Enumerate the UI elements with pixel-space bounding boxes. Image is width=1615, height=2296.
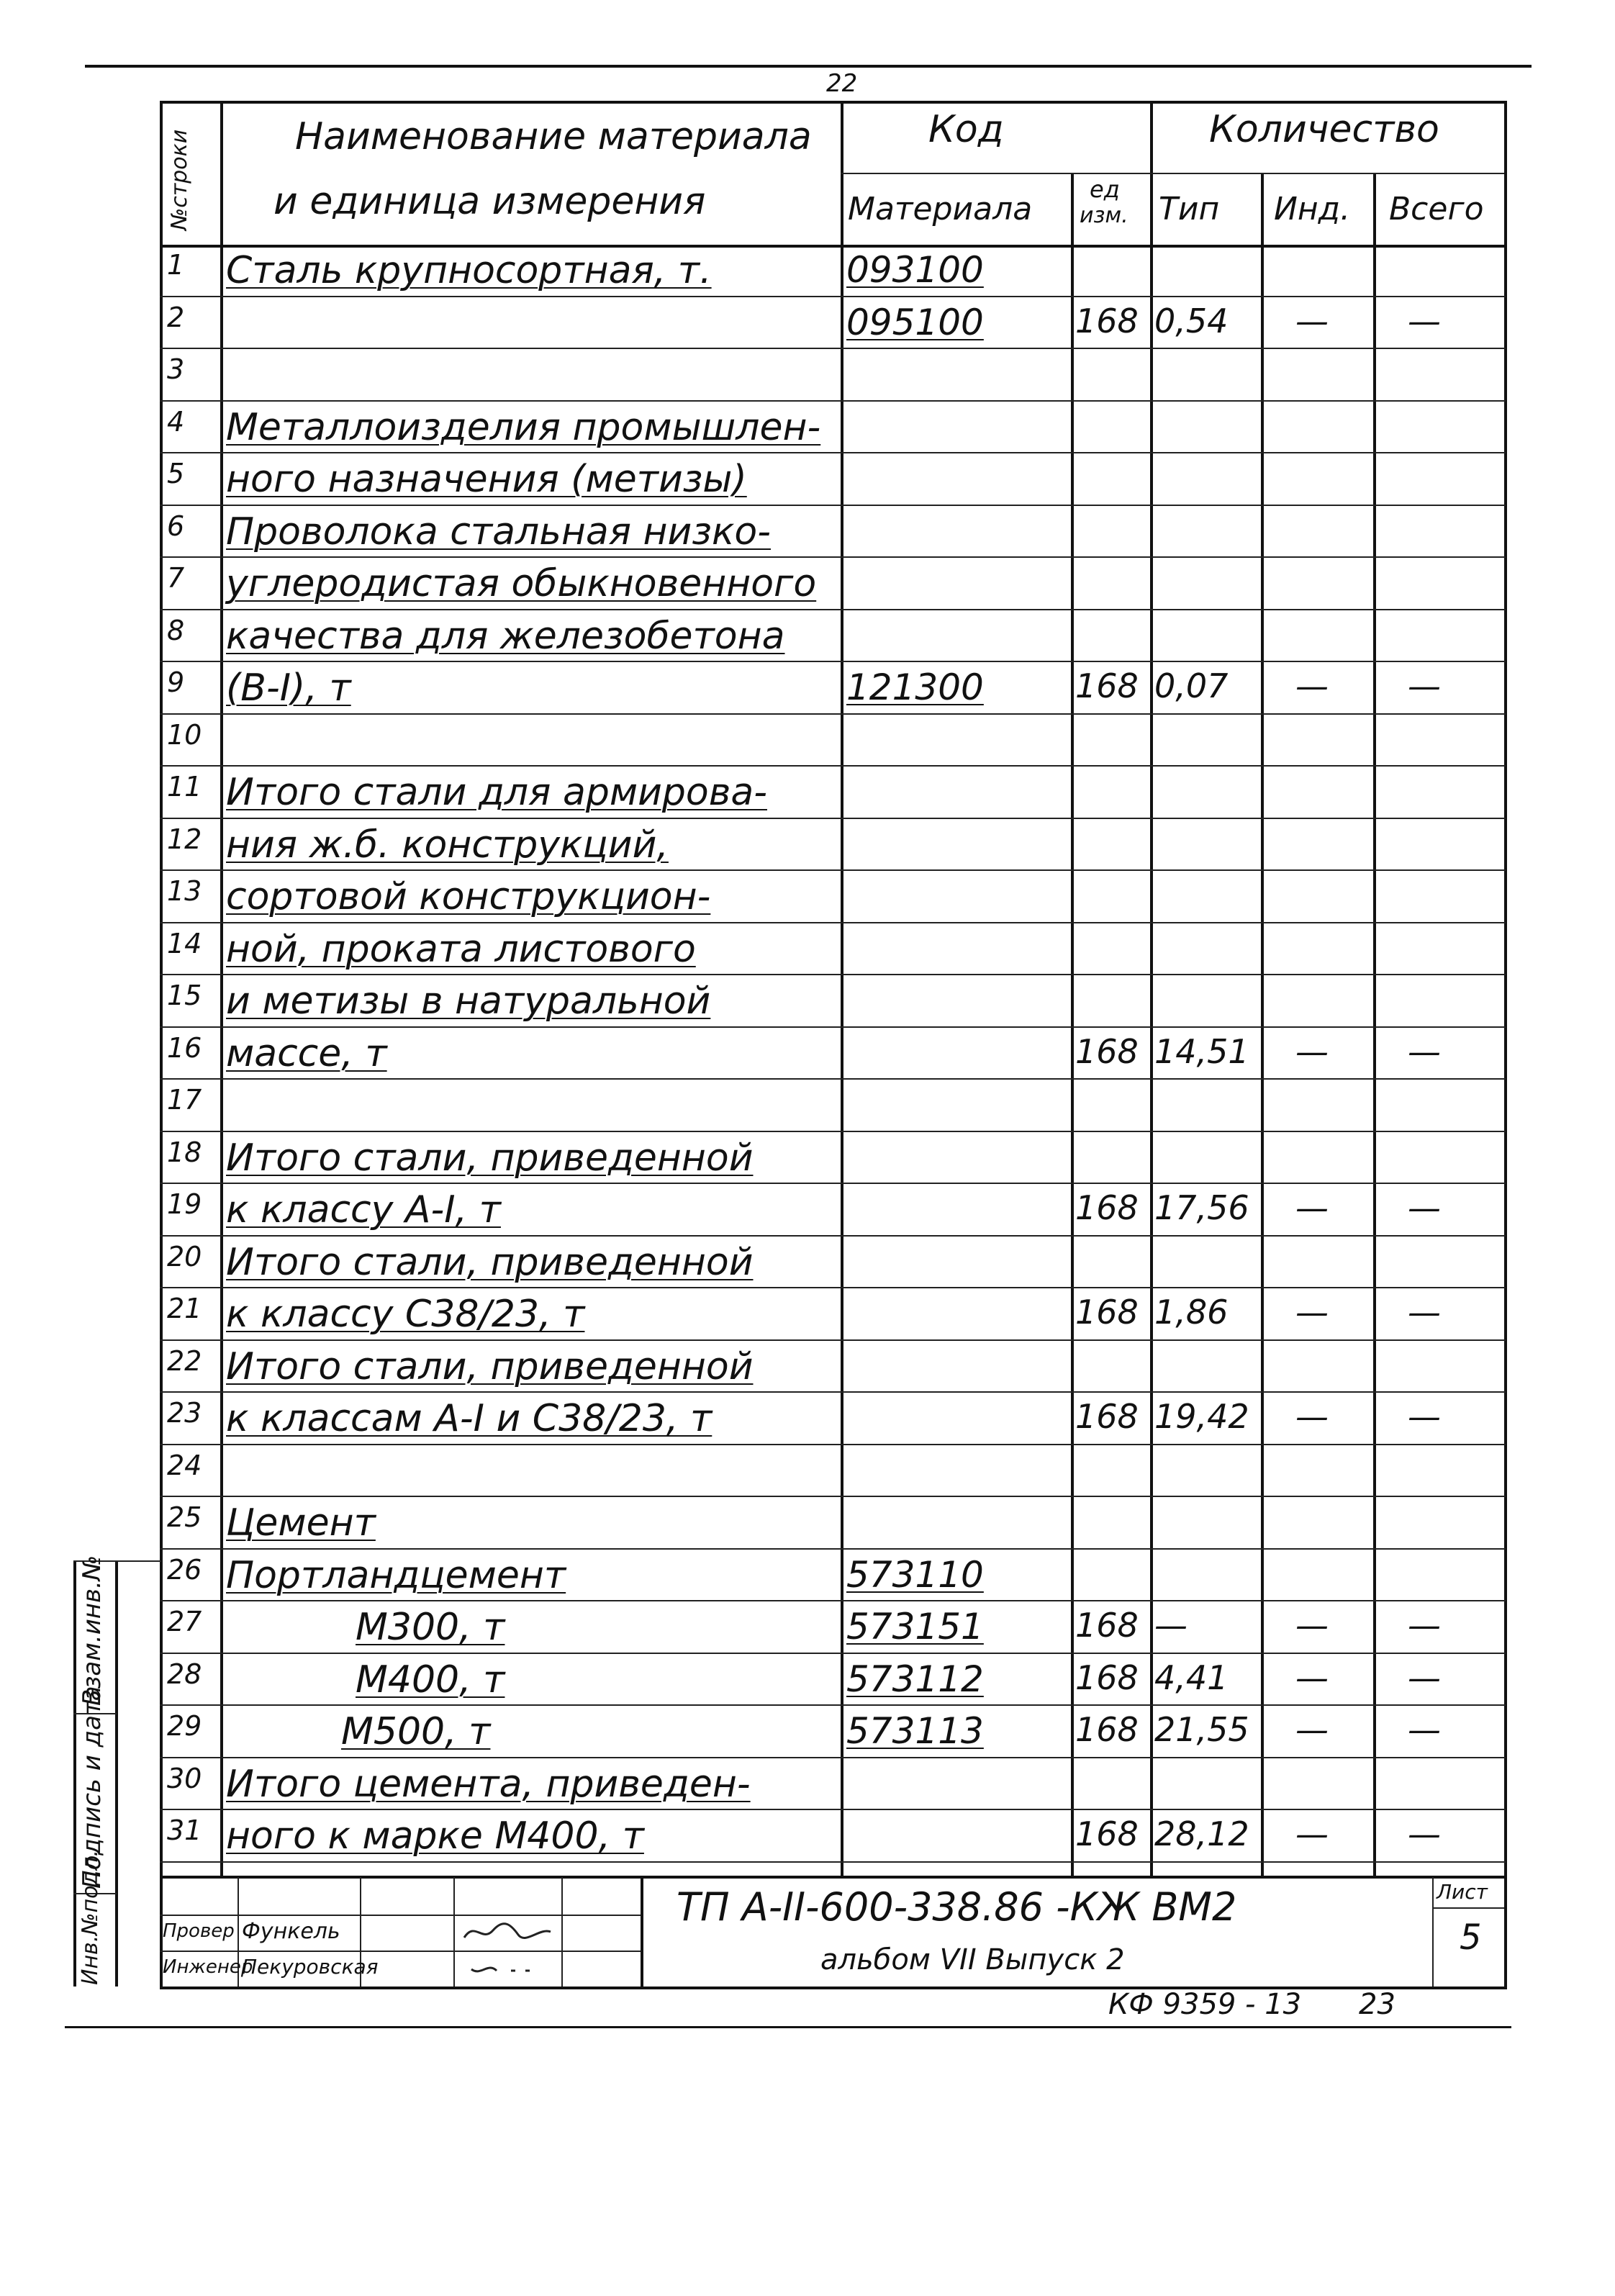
row-rule: [160, 348, 1506, 349]
row-number: 7: [167, 562, 185, 594]
row-total-cell: —: [1408, 1188, 1441, 1227]
row-type-cell: 14,51: [1154, 1031, 1249, 1071]
signature-1: [461, 1917, 554, 1946]
row-number: 9: [167, 666, 185, 698]
title-role-1: Провер: [163, 1920, 235, 1942]
row-type-cell: 0,54: [1154, 301, 1229, 340]
side-stamp-mid: [115, 1560, 118, 1987]
row-name-cell: к классам А-I и С38/23, т: [226, 1397, 712, 1440]
row-number: 19: [167, 1188, 202, 1220]
row-number: 23: [167, 1397, 202, 1429]
header-code-material: Материала: [848, 191, 1033, 227]
row-rule: [160, 1600, 1506, 1601]
row-rule: [160, 1235, 1506, 1237]
header-name-line2: и единица измерения: [273, 180, 706, 223]
row-number: 2: [167, 301, 185, 333]
title-block-row-rule-2: [160, 1951, 642, 1952]
row-name-cell: Проволока стальная низко-: [226, 510, 771, 553]
row-total-cell: —: [1408, 1658, 1441, 1697]
row-rule: [160, 1287, 1506, 1288]
row-type-cell: 4,41: [1154, 1658, 1229, 1697]
row-total-cell: —: [1408, 1710, 1441, 1749]
row-total-cell: —: [1408, 1606, 1441, 1645]
header-mid-rule: [841, 173, 1504, 174]
row-rule: [160, 974, 1506, 975]
sheet-label: Лист: [1437, 1880, 1488, 1904]
title-name-2: Пекуровская: [242, 1955, 379, 1979]
row-rule: [160, 869, 1506, 871]
col-sep-ind: [1373, 173, 1376, 1877]
row-type-cell: 1,86: [1154, 1293, 1229, 1332]
header-row-number: №строки: [167, 129, 192, 230]
row-name-cell: качества для железобетона: [226, 614, 785, 658]
row-type-cell: —: [1154, 1606, 1188, 1645]
title-name-1: Функель: [242, 1919, 340, 1944]
row-name-cell: углеродистая обыкновенного: [226, 562, 817, 605]
row-name-cell: ной, проката листового: [226, 927, 696, 971]
row-rule: [160, 922, 1506, 923]
title-block-row-rule-1: [160, 1915, 642, 1916]
row-rule: [160, 818, 1506, 819]
row-number: 18: [167, 1136, 202, 1168]
title-role-2: Инженер: [163, 1956, 253, 1978]
row-code-cell: 573151: [846, 1606, 984, 1648]
row-rule: [160, 1183, 1506, 1184]
row-unit-cell: 168: [1075, 666, 1139, 705]
row-name-cell: Итого цемента, приведен-: [226, 1762, 751, 1806]
side-stamp-inv-podl: Инв.№подл.: [78, 1850, 103, 1985]
row-total-cell: —: [1408, 301, 1441, 340]
row-ind-cell: —: [1295, 1814, 1329, 1853]
bottom-rule: [65, 2026, 1511, 2028]
row-name-cell: сортовой конструкцион-: [226, 875, 711, 918]
page-number: 22: [826, 69, 858, 98]
row-type-cell: 28,12: [1154, 1814, 1249, 1853]
row-name-cell: к классу А-I, т: [226, 1188, 501, 1231]
title-block-bottom: [160, 1987, 1507, 1989]
row-unit-cell: 168: [1075, 1031, 1139, 1071]
row-name-cell: ния ж.б. конструкций,: [226, 823, 669, 867]
title-block-top: [160, 1876, 1507, 1879]
row-rule: [160, 1653, 1506, 1654]
side-stamp-left: [73, 1560, 76, 1987]
row-total-cell: —: [1408, 666, 1441, 705]
row-name-cell: Цемент: [226, 1501, 376, 1545]
row-rule: [160, 713, 1506, 715]
row-number: 4: [167, 405, 185, 438]
row-rule: [160, 765, 1506, 767]
row-number: 12: [167, 823, 202, 855]
row-type-cell: 0,07: [1154, 666, 1229, 705]
row-rule: [160, 1757, 1506, 1758]
row-number: 10: [167, 718, 202, 751]
row-code-cell: 095100: [846, 301, 984, 343]
row-rule: [160, 1548, 1506, 1550]
row-ind-cell: —: [1295, 1293, 1329, 1332]
row-number: 20: [167, 1240, 202, 1273]
row-rule: [160, 609, 1506, 610]
row-name-cell: Портландцемент: [226, 1553, 566, 1597]
row-number: 27: [167, 1606, 202, 1637]
row-unit-cell: 168: [1075, 1658, 1139, 1697]
row-rule: [160, 1809, 1506, 1810]
row-rule: [160, 661, 1506, 662]
row-rule: [160, 1391, 1506, 1393]
row-rule: [160, 1704, 1506, 1706]
row-unit-cell: 168: [1075, 1397, 1139, 1436]
row-code-cell: 573113: [846, 1710, 984, 1752]
sheet-number: 5: [1460, 1917, 1482, 1958]
row-number: 14: [167, 927, 202, 959]
row-name-cell: Итого стали, приведенной: [226, 1344, 754, 1388]
header-qty-group: Количество: [1209, 108, 1439, 151]
col-sep-unit: [1150, 101, 1153, 1877]
footer-code: КФ 9359 - 13: [1108, 1988, 1302, 2021]
row-type-cell: 17,56: [1154, 1188, 1249, 1227]
row-type-cell: 19,42: [1154, 1397, 1249, 1436]
title-block-sep: [641, 1877, 643, 1987]
row-type-cell: 21,55: [1154, 1710, 1249, 1749]
row-number: 3: [167, 353, 185, 385]
row-code-cell: 121300: [846, 666, 984, 708]
row-number: 16: [167, 1031, 202, 1064]
row-ind-cell: —: [1295, 1606, 1329, 1645]
row-rule: [160, 556, 1506, 558]
row-total-cell: —: [1408, 1031, 1441, 1071]
row-name-cell: массе, т: [226, 1031, 387, 1075]
row-unit-cell: 168: [1075, 1606, 1139, 1645]
row-rule: [160, 1444, 1506, 1445]
row-name-cell: и метизы в натуральной: [226, 980, 711, 1023]
row-name-cell: ного к марке М400, т: [226, 1814, 644, 1858]
row-ind-cell: —: [1295, 1658, 1329, 1697]
row-number: 29: [167, 1710, 202, 1742]
row-number: 24: [167, 1449, 202, 1481]
row-name-cell: ного назначения (метизы): [226, 458, 747, 501]
side-stamp-podpis-data: Подпись и дата: [78, 1686, 107, 1889]
signature-2: [468, 1955, 547, 1979]
row-number: 5: [167, 458, 185, 489]
sheet-box-rule: [1432, 1907, 1504, 1909]
table-left-border: [160, 101, 163, 1987]
row-name-cell: М400, т: [356, 1658, 505, 1701]
document-code: ТП А-II-600-338.86 -КЖ ВМ2: [677, 1884, 1237, 1930]
row-total-cell: —: [1408, 1293, 1441, 1332]
row-ind-cell: —: [1295, 1710, 1329, 1749]
row-ind-cell: —: [1295, 301, 1329, 340]
header-qty-type: Тип: [1159, 191, 1220, 227]
header-code-unit-2: изм.: [1080, 203, 1128, 228]
row-name-cell: Сталь крупносортная, т.: [226, 249, 712, 292]
col-sep-type: [1261, 173, 1264, 1877]
row-rule: [160, 452, 1506, 453]
row-rule: [160, 296, 1506, 297]
row-unit-cell: 168: [1075, 1188, 1139, 1227]
table-right-border: [1504, 101, 1507, 1987]
sheet-box-left: [1432, 1877, 1434, 1987]
title-block-col-3: [453, 1877, 455, 1987]
row-ind-cell: —: [1295, 666, 1329, 705]
header-code-unit-1: ед: [1090, 176, 1120, 203]
col-sep-name: [841, 101, 843, 1877]
row-number: 25: [167, 1501, 202, 1533]
row-name-cell: Итого стали, приведенной: [226, 1240, 754, 1284]
row-code-cell: 093100: [846, 249, 984, 291]
row-total-cell: —: [1408, 1814, 1441, 1853]
side-stamp-vzam-inv: Взам.инв.№: [78, 1555, 107, 1706]
row-number: 15: [167, 980, 202, 1011]
row-number: 6: [167, 510, 185, 542]
title-block-col-4: [561, 1877, 563, 1987]
row-name-cell: Металлоизделия промышлен-: [226, 405, 821, 449]
table-top-border: [160, 101, 1507, 104]
row-rule: [160, 1078, 1506, 1080]
row-rule: [160, 1026, 1506, 1028]
row-number: 13: [167, 875, 202, 907]
row-rule: [160, 1339, 1506, 1341]
row-number: 8: [167, 614, 185, 646]
row-unit-cell: 168: [1075, 1710, 1139, 1749]
col-sep-num: [220, 101, 223, 1877]
row-ind-cell: —: [1295, 1031, 1329, 1071]
header-qty-ind: Инд.: [1274, 191, 1351, 227]
header-name-line1: Наименование материала: [295, 115, 812, 158]
row-number: 17: [167, 1084, 202, 1116]
row-name-cell: к классу С38/23, т: [226, 1293, 585, 1336]
row-name-cell: Итого стали, приведенной: [226, 1136, 754, 1180]
footer-number: 23: [1359, 1988, 1395, 2021]
row-code-cell: 573110: [846, 1553, 984, 1596]
row-number: 1: [167, 249, 185, 281]
row-code-cell: 573112: [846, 1658, 984, 1700]
row-rule: [160, 400, 1506, 402]
row-number: 30: [167, 1762, 202, 1794]
row-rule: [160, 1861, 1506, 1863]
row-ind-cell: —: [1295, 1397, 1329, 1436]
row-name-cell: М300, т: [356, 1606, 505, 1649]
row-rule: [160, 1131, 1506, 1132]
row-number: 21: [167, 1293, 202, 1324]
row-rule: [160, 505, 1506, 506]
row-unit-cell: 168: [1075, 1814, 1139, 1853]
row-ind-cell: —: [1295, 1188, 1329, 1227]
row-unit-cell: 168: [1075, 1293, 1139, 1332]
row-total-cell: —: [1408, 1397, 1441, 1436]
row-name-cell: (В-I), т: [226, 666, 351, 710]
album-issue: альбом VII Выпуск 2: [820, 1943, 1125, 1976]
row-rule: [160, 1496, 1506, 1497]
row-name-cell: Итого стали для армирова-: [226, 771, 767, 814]
row-number: 22: [167, 1344, 202, 1377]
top-rule: [85, 65, 1532, 68]
header-code-group: Код: [928, 108, 1004, 151]
row-number: 11: [167, 771, 202, 803]
row-name-cell: М500, т: [341, 1710, 491, 1753]
row-number: 31: [167, 1814, 202, 1846]
row-number: 28: [167, 1658, 202, 1690]
header-qty-total: Всего: [1389, 191, 1484, 227]
col-sep-code: [1071, 173, 1074, 1877]
row-number: 26: [167, 1553, 202, 1586]
row-unit-cell: 168: [1075, 301, 1139, 340]
header-bottom-rule: [160, 245, 1507, 248]
